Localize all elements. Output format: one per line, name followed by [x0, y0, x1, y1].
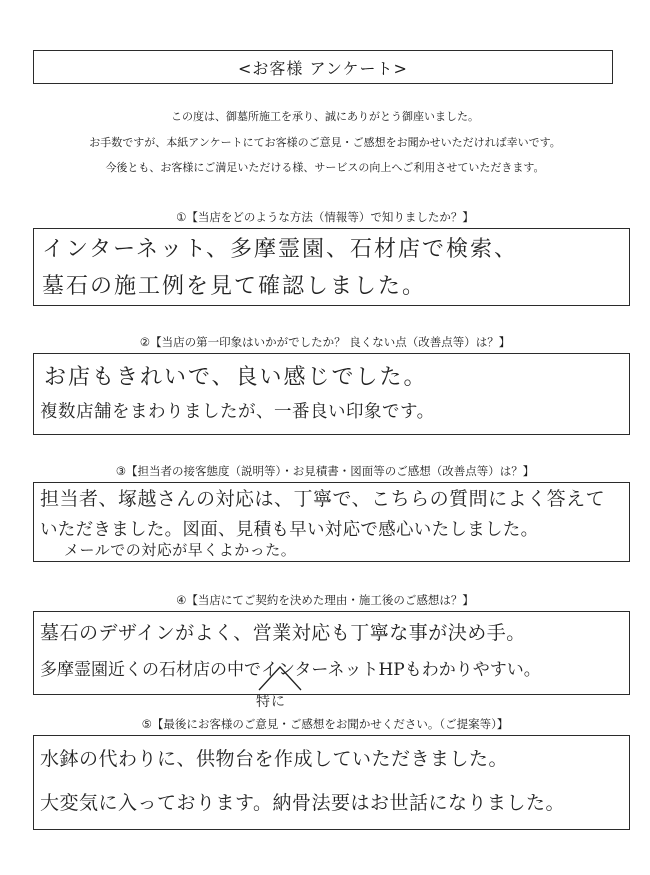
answer-3-line-3: メールでの対応が早くよかった。	[64, 541, 297, 559]
answer-4-line-2: 多摩霊園近くの石材店の中でインターネットHPもわかりやすい。	[40, 660, 541, 680]
answer-1-line-2: 墓石の施工例を見て確認しました。	[42, 274, 427, 299]
answer-2-line-1: お店もきれいで、良い感じでした。	[44, 365, 428, 390]
answer-2-line-2: 複数店舗をまわりましたが、一番良い印象です。	[40, 402, 435, 422]
answer-3-line-1: 担当者、塚越さんの対応は、丁寧で、こちらの質問によく答えて	[40, 488, 606, 510]
question-1-label: ①【当店をどのような方法（情報等）で知りましたか？】	[176, 210, 474, 224]
answer-box-2	[33, 353, 630, 435]
answer-3-line-2: いただきました。図面、見積も早い対応で感心いたしました。	[40, 520, 539, 540]
question-5-label: ⑤【最後にお客様のご意見・ご感想をお聞かせください。（ご提案等）】	[141, 717, 509, 731]
answer-4-line-1: 墓石のデザインがよく、営業対応も丁寧な事が決め手。	[40, 622, 526, 644]
intro-line-2: お手数ですが、本紙アンケートにてお客様のご意見・ご感想をお聞かせいただければ幸いです。	[89, 136, 561, 149]
answer-5-line-1: 水鉢の代わりに、供物台を作成していただきました。	[40, 748, 509, 770]
intro-line-1: この度は、御墓所施工を承り、誠にありがとう御座いました。	[171, 110, 479, 123]
question-3-label: ③【担当者の接客態度（説明等）・お見積書・図面等のご感想（改善点等）は？】	[115, 464, 535, 478]
insert-caret-mark	[255, 662, 305, 692]
question-4-label: ④【当店にてご契約を決めた理由・施工後のご感想は？】	[176, 593, 474, 607]
intro-line-3: 今後とも、お客様にご満足いただける様、サービスの向上へご利用させていただきます。	[105, 161, 545, 174]
answer-box-5	[33, 735, 630, 830]
question-2-label: ②【当店の第一印象はいかがでしたか？ 良くない点（改善点等）は？】	[139, 335, 511, 349]
answer-box-4	[33, 611, 630, 695]
survey-title-box	[33, 50, 613, 84]
survey-title: <お客様 アンケート>	[238, 58, 408, 78]
insert-note: 特に	[256, 694, 286, 710]
answer-box-1	[33, 228, 630, 306]
answer-5-line-2: 大変気に入っております。納骨法要はお世話になりました。	[40, 792, 565, 814]
answer-box-3	[33, 482, 630, 562]
answer-1-line-1: インターネット、多摩霊園、石材店で検索、	[42, 237, 519, 262]
